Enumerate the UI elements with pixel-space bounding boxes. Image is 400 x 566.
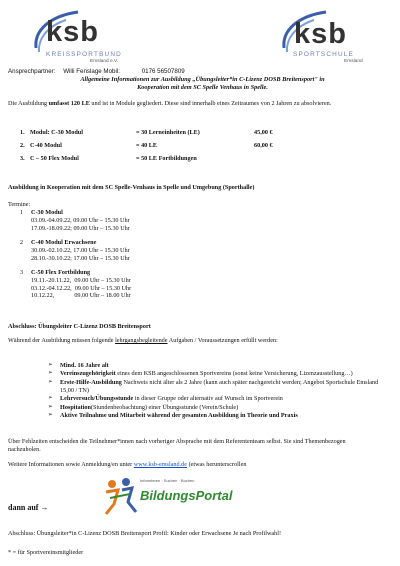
more-info-line (8, 461, 246, 469)
termin-group (20, 209, 131, 233)
termin-date: 19.11.-20.11.22, 09.00 Uhr – 15.30 Uhr (31, 276, 131, 284)
requirement-bold: Hospitation (60, 403, 91, 411)
termin-date: 28.10.-30.10.22; 17.00 Uhr – 15.30 Uhr (31, 254, 130, 262)
title-line-2: Kooperation mit dem SC Spelle Venhaus in Spelle. (137, 84, 268, 92)
contact-name: Willi Fenslage Mobil: (63, 68, 120, 75)
footer-note: * = für Sportvereinsmitglieder (8, 549, 84, 556)
arrow-bullet-icon: ➢ (48, 378, 53, 385)
termin-title: C-30 Modul (31, 209, 63, 216)
arrow-right-icon: → (38, 503, 49, 512)
intro-paragraph (8, 100, 393, 108)
termin-number: 1 (20, 209, 24, 216)
termin-date: 17.09.-18.09.22; 09.00 Uhr – 15.30 Uhr (31, 224, 130, 232)
logo-subtitle-2: Emsland e.V. (90, 59, 119, 64)
arrow-bullet-icon: ➢ (48, 403, 53, 410)
termin-title: C-40 Modul Erwachsene (31, 238, 97, 246)
footer-abschluss: Abschluss: Übungsleiter*in C-Lizenz DOSB Breitensport Profil: Kinder oder Erwachsene Je nach Profilwahl! (8, 530, 282, 537)
sportschule-logo (276, 8, 386, 68)
requirement-bold: Vereinszugehörigkeit (60, 370, 116, 378)
bildungsportal-tagline: Informieren · Suchen · Buchen (140, 478, 195, 483)
termine-label: Termine: (8, 201, 31, 208)
requirements-intro-underlined: lehrgangsbegleitende (115, 337, 168, 344)
requirement-text: eines dem KSB angeschlossenen Sportvereins (sonst keine Versicherung, Lizenzausstellung…) (115, 370, 353, 378)
requirement-bold: Lehrversuch/Übungsstunde (60, 395, 134, 403)
intro-text: und ist in Module gegliedert. Diese sind innerhalb eines Zeitraumes von 2 Jahren zu absolvieren. (89, 100, 332, 107)
termin-date: 03.09.-04.09.22, 09.00 Uhr – 15.30 Uhr (31, 216, 130, 224)
module-name: C-40 Modul (30, 142, 62, 149)
module-name: Modul: C-30 Modul (30, 129, 83, 136)
module-le: = 40 LE (136, 142, 158, 149)
intro-bold-text: umfasst 120 LE (48, 100, 90, 107)
more-info-post: (etwas herunterscrollen (187, 461, 247, 468)
requirements-list (48, 362, 393, 421)
list-item (48, 379, 393, 395)
figures-icon (100, 474, 140, 518)
list-item (48, 370, 393, 378)
list-item (48, 412, 393, 420)
list-item (48, 404, 393, 412)
logo-subtitle: SPORTSCHULE (293, 51, 355, 58)
termin-date: 10.12.22, 09.00 Uhr – 18.00 Uhr (31, 292, 131, 300)
contact-phone: 0176 56507809 (141, 68, 185, 75)
bildungsportal-logo[interactable] (100, 474, 233, 520)
termin-title: C-50 Flex Fortbildung (31, 268, 91, 276)
kreissportbund-logo (30, 8, 140, 68)
termin-number: 2 (20, 238, 24, 246)
module-name: C – 50 Flex Modul (30, 155, 79, 162)
requirements-intro (8, 337, 393, 345)
more-info-pre: Weitere Informationen sowie Anmeldung/en unter (8, 461, 134, 468)
abschluss-heading: Abschluss: Übungsleiter C-Lizenz DOSB Breitensport (8, 323, 151, 330)
logo-subtitle: KREISSPORTBUND (46, 51, 122, 58)
termin-group (20, 239, 131, 263)
requirement-bold: Aktive Teilnahme und Mitarbeit während der gesamten Ausbildung in Theorie und Praxis (60, 412, 298, 420)
termin-group (20, 269, 131, 301)
termin-number: 3 (20, 268, 24, 276)
module-number: 2. (20, 142, 25, 149)
logo-subtitle-2: Emsland (344, 59, 363, 64)
termin-date: 30.09.-02.10.22, 17.00 Uhr – 15.30 Uhr (31, 246, 130, 254)
arrow-bullet-icon: ➢ (48, 395, 53, 402)
module-price: 60,00 € (254, 142, 273, 149)
arrow-bullet-icon: ➢ (48, 412, 53, 419)
module-price: 45,00 € (254, 129, 273, 136)
intro-text: Die Ausbildung (8, 100, 49, 107)
requirements-intro-pre: Während der Ausbildung müssen folgende (8, 337, 116, 344)
fehlzeiten-paragraph: Über Fehlzeiten entscheiden die Teilnehmer*innen nach vorheriger Absprache mit dem Referententeam selbst. Sie sind Themenbezogen nachzuholen. (8, 438, 346, 453)
requirement-text: in dieser Gruppe oder alternativ auf Wunsch im Sportverein (133, 395, 283, 403)
module-number: 1. (20, 129, 25, 136)
title-line-1: Allgemeine Informationen zur Ausbildung „Übungsleiter*in C-Lizenz DOSB Breitensport" in (80, 76, 325, 83)
arrow-bullet-icon: ➢ (48, 362, 53, 368)
requirement-bold: Mind. 16 Jahre alt (60, 362, 109, 369)
contact-label: Ansprechpartner: (8, 68, 56, 75)
termine-list (20, 209, 131, 306)
document-title (30, 76, 375, 92)
dann-auf-text: dann auf (8, 503, 39, 512)
requirement-text: Nachweis nicht älter als 2 Jahre (kann auch später nachgereicht werden; Angebot Sportschule Emsland 15,00 / TN) (60, 378, 379, 394)
module-le: = 50 LE Fortbildungen (136, 155, 197, 162)
requirement-bold: Erste-Hilfe-Ausbildung (60, 378, 122, 386)
termin-date: 03.12.-04.12.22, 09.00 Uhr – 15.30 Uhr (31, 284, 132, 292)
list-item (48, 362, 393, 370)
logo-wordmark: ksb (46, 16, 99, 48)
logo-wordmark: ksb (294, 18, 347, 50)
bildungsportal-wordmark: BildungsPortal (140, 488, 233, 503)
module-le: = 30 Lerneinheiten (LE) (136, 129, 200, 136)
ksb-website-link[interactable]: www.ksb-emsland.de (133, 461, 188, 468)
requirements-intro-post: Aufgaben / Voraussetzungen erfüllt werden: (167, 337, 278, 344)
dann-auf-label (8, 503, 48, 513)
arrow-bullet-icon: ➢ (48, 370, 53, 377)
contact-line (8, 68, 185, 76)
cooperation-heading: Ausbildung in Kooperation mit dem SC Spelle-Venhaus in Spelle und Umgebung (Sporthalle) (8, 184, 255, 191)
requirement-text: (Stundenbeobachtung) einer Übungsstunde (Verein/Schule) (90, 403, 239, 411)
list-item (48, 395, 393, 403)
module-number: 3. (20, 155, 25, 162)
